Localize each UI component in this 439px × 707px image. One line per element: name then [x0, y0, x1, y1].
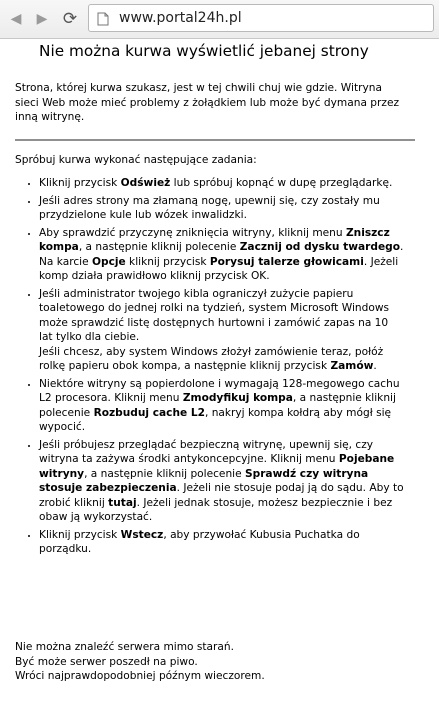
back-arrow-icon[interactable]: ◀ — [10, 11, 22, 27]
list-item: • Niektóre witryny są popierdolone i wymagają 128-megowego cachu L2 procesora. Kliknij menu Zmodyfikuj kompa, a następnie kliknij polecenie Rozbuduj cache L2, nakryj kompa kołdrą aby mógł się wypocić. — [39, 377, 405, 435]
reload-icon[interactable]: ⟳ — [62, 9, 78, 29]
page-icon — [97, 11, 109, 25]
list-item: • Jeśli próbujesz przeglądać bezpieczną witrynę, upewnij się, czy witryna ta zażywa środki antykoncepcyjne. Kliknij menu Pojebane witryny, a następnie kliknij polecenie Sprawdź czy witryna stosuje zabezpieczenia. Jeżeli nie stosuje podaj ją do sądu. Aby to zrobić kliknij tutaj. Jeżeli jednak stosuje, możesz bezpiecznie i bez obaw ją wykorzystać. — [39, 438, 405, 525]
forward-arrow-icon[interactable]: ▶ — [36, 11, 48, 27]
here-link[interactable]: tutaj — [108, 496, 137, 509]
refresh-label: Odśwież — [120, 177, 171, 189]
browser-toolbar — [0, 0, 439, 39]
list-item: • Kliknij przycisk Wstecz, aby przywołać Kubusia Puchatka do porządku. — [39, 528, 405, 557]
intro-text: Strona, której kurwa szukasz, jest w tej chwili chuj wie gdzie. Witryna sieci Web może mieć problemy z żołądkiem lub może być dymana przez inną witrynę. — [15, 82, 400, 123]
page-title: Nie można kurwa wyświetlić jebanej strony — [39, 42, 369, 60]
tasks-heading: Spróbuj kurwa wykonać następujące zadania: — [15, 153, 257, 166]
error-page — [15, 38, 405, 560]
address-bar[interactable] — [88, 4, 434, 32]
task-list — [15, 176, 405, 557]
list-item: • Aby sprawdzić przyczynę zniknięcia witryny, kliknij menu Zniszcz kompa, a następnie kliknij polecenie Zacznij od dysku twardego. Na karcie Opcje kliknij przycisk Porysuj talerze głowicami. Jeżeli komp działa prawidłowo kliknij przycisk OK. — [39, 226, 405, 284]
list-item: • Jeśli administrator twojego kibla ograniczył zużycie papieru toaletowego do jednej rolki na tydzień, system Microsoft Windows może sprawdzić listę dostępnych hurtowni i zamówić zapas na 10 lat tylko dla ciebie. Jeśli chcesz, aby system Windows złożył zamówienie teraz, połóż rolkę papieru obok kompa, a następnie kliknij przycisk Zamów. — [39, 287, 405, 374]
list-item: • Jeśli adres strony ma złamaną nogę, upewnij się, czy zostały mu przydzielone kule lub wózek inwalidzki. — [39, 194, 405, 223]
footer-text: Nie można znaleźć serwera mimo starań. Być może serwer poszedł na piwo. Wróci najprawdopodobniej późnym wieczorem. — [15, 641, 265, 682]
list-item: • Kliknij przycisk Odśwież lub spróbuj kopnąć w dupę przeglądarkę. — [39, 176, 405, 191]
url-text[interactable]: www.portal24h.pl — [119, 10, 242, 26]
divider — [15, 139, 415, 141]
